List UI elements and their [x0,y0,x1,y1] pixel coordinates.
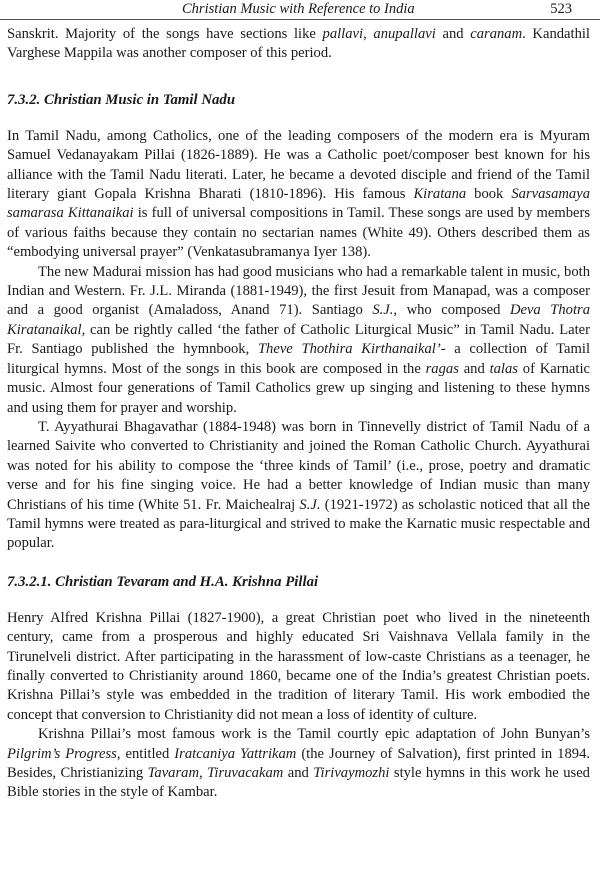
text-run: and [458,360,490,377]
text-run: The new Madurai mission has had good musicians who had a remarkable talent in music, both Indian and Western. Fr. J.L. Miranda (1881-1949), the first Jesuit from Manapad, was a composer and a good organist (Amaladoss, Anand 71). Santiago [7,263,590,319]
italic-run: Iratcaniya Yattrikam [174,745,297,762]
text-run: T. Ayyathurai Bhagavathar (1884-1948) was born in Tinnevelly district of Tamil Nadu of a learned Saivite who converted to Christianity and joined the Roman Catholic Church. Ayyathurai was noted for his ability to compose the ‘three kinds of Tamil’ (i.e., prose, poetry and dramatic verse and for his fine singing voice. He had a better knowledge of Indian music than many Christians of his time (White 51. Fr. Maichealraj [7,418,590,513]
italic-run: Sarvasamaya samarasa Kittanaikai [7,186,590,222]
italic-run: ragas [425,360,459,377]
text-run: Krishna Pillai’s most famous work is the Tamil courtly epic adaptation of John Bunyan’s [38,726,590,743]
text-run: - a collection of Tamil liturgical hymns. Most of the songs in this book are composed in the [7,341,590,377]
section-christian-music-tamil-nadu [7,91,590,554]
section-christian-tevaram [7,573,590,803]
italic-run: Pilgrim’s Progress [7,745,117,762]
italic-run: Kiratana [413,186,467,203]
italic-run: pallavi [322,26,364,42]
text-run: book [466,186,512,203]
italic-run: S.J. [372,302,394,319]
text-run: and [435,26,471,42]
section-heading: 7.3.2. Christian Music in Tamil Nadu [7,91,236,108]
text-run: In Tamil Nadu, among Catholics, one of the leading composers of the modern era is Myuram Samuel Vedanayakam Pillai (1826-1889). He was a Catholic poet/composer best known for his alliance with the Tamil Nadu literati. Later, he became a devoted disciple and friend of the Tamil literary giant Gopala Krishna Bharati (1810-1896). His famous [7,127,590,203]
subsection-heading: 7.3.2.1. Christian Tevaram and H.A. Krishna Pillai [7,573,319,590]
text-run: and [283,765,314,781]
italic-run: Deva Thotra Kiratanaikal [7,302,590,338]
text-run: Sanskrit. Majority of the songs have sections like [7,26,323,42]
italic-run: Theve Thothira Kirthanaikal’ [257,341,441,358]
paragraph [7,127,590,263]
header-rule [0,19,600,20]
continuation-paragraph [7,25,590,64]
paragraph [7,418,590,554]
page-header [0,0,600,22]
paragraph [7,609,590,725]
text-run: . Kandathil Varghese Mappila was another composer of this period. [7,26,590,62]
text-run: style hymns in this work he used Bible stories in the style of Kambar. [7,765,590,801]
italic-run: S.J. [299,496,321,513]
page-number: 523 [550,1,572,17]
text-run: of Karnatic music. Almost four generations of Tamil Catholics grew up singing and listening to these hymns and using them for prayer and worship. [7,360,590,416]
text-run: , [363,26,374,42]
paragraph [7,725,590,803]
text-run: , entitled [116,745,175,762]
italic-run: Tavaram, Tiruvacakam [147,765,284,781]
italic-run: talas [489,360,518,377]
text-run: is full of universal compositions in Tamil. These songs are used by members of various faiths because they contain no sectarian names (White 49). Others described them as “embodying universal prayer” (Venkatasubramanya Iyer 138). [7,205,591,261]
italic-run: Tirivaymozhi [313,765,390,781]
page-body [7,25,590,803]
text-run: (1921-1972) as scholastic noticed that all the Tamil hymns were treated as para-liturgical and strived to make the Karnatic music respectable and popular. [7,496,590,552]
italic-run: caranam [470,26,523,42]
text-run: , who composed [393,302,510,319]
italic-run: anupallavi [373,26,436,42]
running-title: Christian Music with Reference to India [182,1,415,17]
paragraph [7,263,590,418]
text-run: Henry Alfred Krishna Pillai (1827-1900), a great Christian poet who lived in the nineteenth century, came from a prosperous and highly educated Sri Vaishnava Vellala family in the Tirunelveli district. After participating in the harassment of low-caste Christians as a teenager, he finally converted to Christianity around 1860, became one of the India’s greatest Christian poets. Krishna Pillai’s style was embedded in the tradition of literary Tamil. His work embodied the concept that conversion to Christianity did not mean a loss of identity of culture. [7,609,590,723]
text-run: , can be rightly called ‘the father of Catholic Liturgical Music” in Tamil Nadu. Later Fr. Santiago published the hymnbook, [7,321,590,358]
text-run: (the Journey of Salvation), first printed in 1894. Besides, Christianizing [7,745,591,781]
